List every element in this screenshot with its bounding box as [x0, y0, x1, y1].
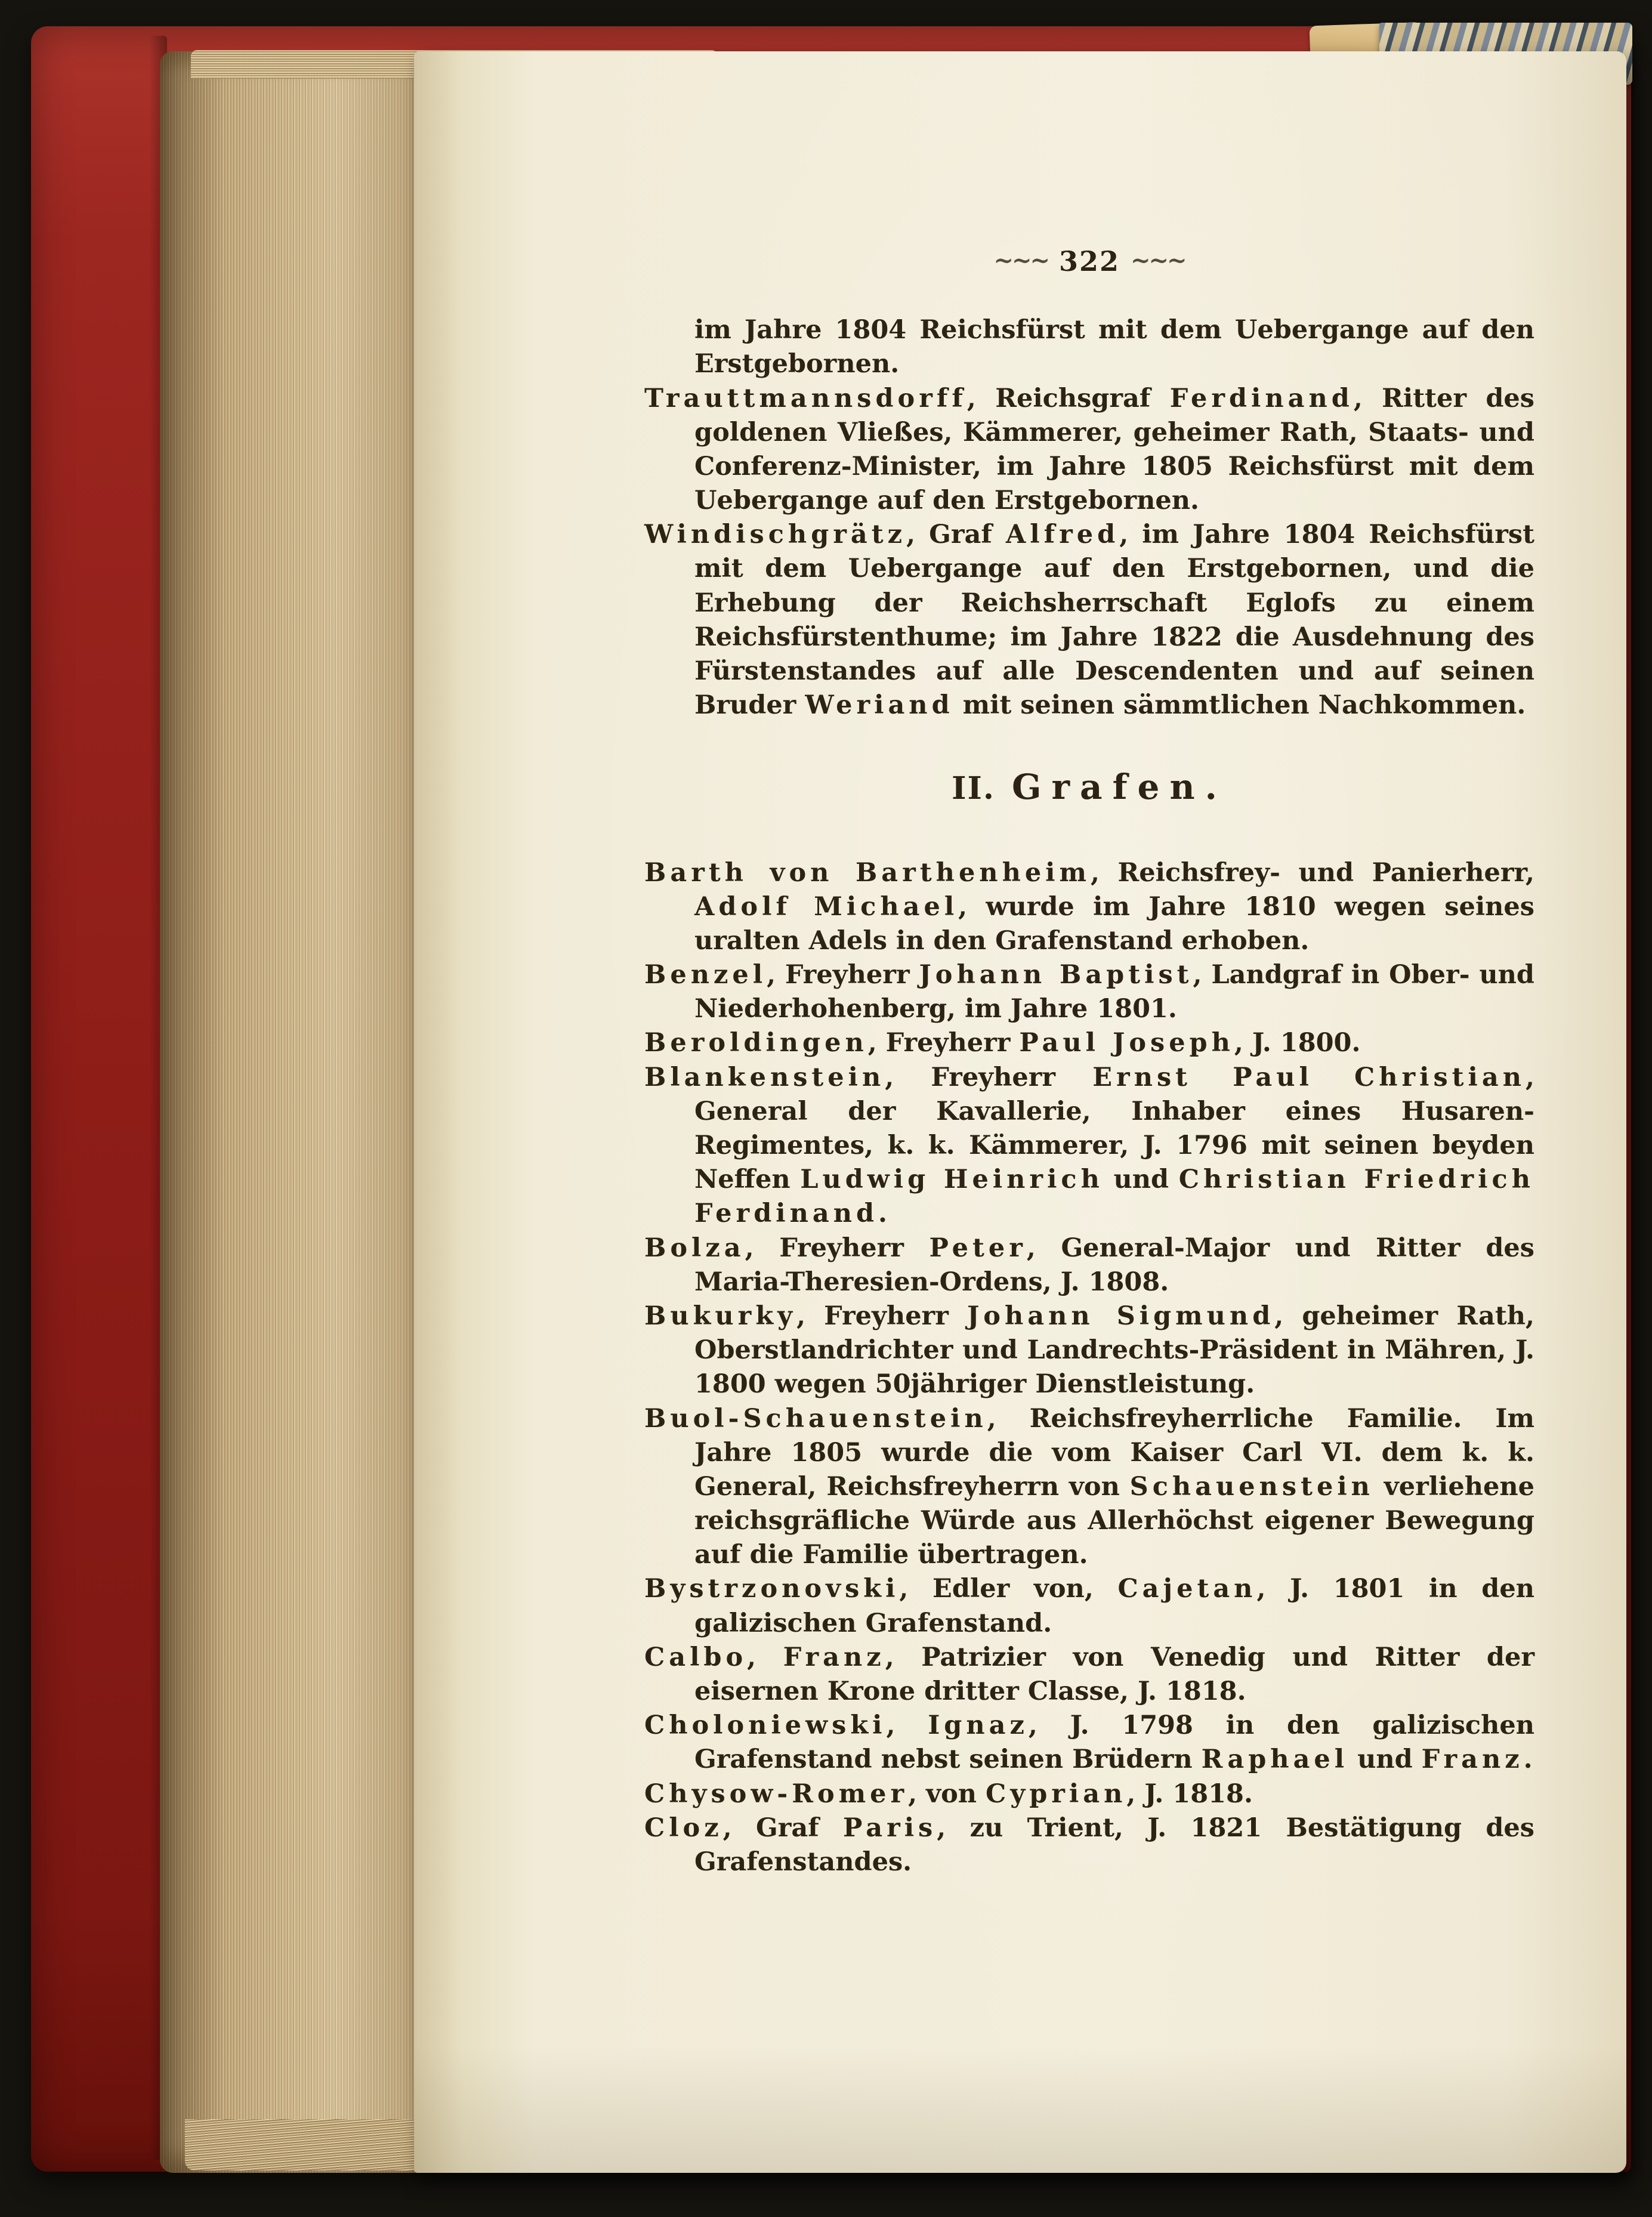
register-entry: [644, 1777, 1534, 1811]
entry-name: Buol-Schauenstein: [644, 1403, 987, 1434]
register-entry: [644, 1061, 1534, 1231]
section-heading: [644, 764, 1534, 810]
entry-name: Paris: [843, 1812, 937, 1843]
entry-text: , Graf: [906, 520, 1006, 550]
entry-text: , Landgraf in Ober- und Niederhohenberg, im Jahre 1801.: [694, 960, 1534, 1024]
entry-text: , Patrizier von Venedig und Ritter der eisernen Krone dritter Classe, J. 1818.: [694, 1642, 1534, 1707]
register-entry: [644, 1402, 1534, 1573]
register-entry: [644, 382, 1534, 518]
entry-name: Calbo: [644, 1642, 748, 1672]
entry-text: verliehene reichsgräfliche Würde aus Allerhöchst eigener Bewegung auf die Familie übertragen.: [694, 1471, 1534, 1570]
continuation-paragraph: im Jahre 1804 Reichsfürst mit dem Uebergange auf den Erstgebornen.: [694, 315, 1534, 379]
entry-text: und: [1348, 1744, 1422, 1775]
entry-text: , Reichsfreyherrliche Familie. Im Jahre 1805 wurde die vom Kaiser Carl VI. dem k. k. General, Reichsfreyherrn von: [694, 1403, 1534, 1502]
entry-text: , General der Kavallerie, Inhaber eines Husaren-Regimentes, k. k. Kämmerer, J. 1796 mit seinen beyden Neffen: [694, 1062, 1534, 1195]
entry-text: , Freyherr: [796, 1301, 967, 1331]
register-entry: [644, 856, 1534, 959]
entry-name: Adolf Michael: [694, 891, 959, 922]
entry-text: , Graf: [722, 1812, 844, 1843]
entry-text: , General-Major und Ritter des Maria-Theresien-Ordens, J. 1808.: [694, 1233, 1534, 1297]
entry-name: Windischgrätz: [644, 520, 907, 550]
entry-text: , J. 1800.: [1234, 1028, 1361, 1058]
grafen-entries-list: [644, 856, 1534, 1880]
ornament-left: ~~~: [993, 246, 1048, 274]
entry-text: , Edler von,: [899, 1574, 1118, 1604]
entry-name: Choloniewski: [644, 1710, 887, 1741]
entry-name: Cloz: [644, 1812, 723, 1843]
register-entry: [644, 1026, 1534, 1060]
entry-text: , Freyherr: [885, 1062, 1093, 1092]
entry-text: , zu Trient, J. 1821 Bestätigung des Grafenstandes.: [694, 1812, 1534, 1877]
entry-name: Bolza: [644, 1233, 745, 1263]
fuersten-entries-list: [644, 382, 1534, 723]
entry-name: Weriand: [805, 690, 954, 721]
book-page: [414, 51, 1626, 2173]
entry-text: , geheimer Rath, Oberstlandrichter und Landrechts-Präsident in Mähren, J. 1800 wegen 50jähriger Dienstleistung.: [694, 1301, 1534, 1400]
entry-name: Raphael: [1201, 1744, 1349, 1775]
entry-text: , im Jahre 1804 Reichsfürst mit dem Uebergange auf den Erstgebornen, und die Erhebung der Reichsherrschaft Eglofs zu einem Reichsfürstenthume; im Jahre 1822 die Ausdehnung des Fürstenstandes auf alle Descendenten und auf seinen Bruder: [694, 520, 1534, 721]
entry-text: und: [1103, 1165, 1179, 1195]
entry-text: , Reichsgraf: [967, 383, 1170, 413]
entry-text: , Freyherr: [767, 960, 919, 990]
entry-name: Blankenstein: [644, 1062, 885, 1092]
entry-text: , von: [908, 1778, 986, 1809]
entry-name: Schauenstein: [1129, 1471, 1374, 1502]
register-entry: [644, 1641, 1534, 1709]
entry-text: mit seinen sämmtlichen Nachkommen.: [953, 690, 1526, 721]
entry-name: Paul Joseph: [1019, 1028, 1234, 1058]
entry-text: , Ritter des goldenen Vließes, Kämmerer, geheimer Rath, Staats- und Conferenz-Minister, im Jahre 1805 Reichsfürst mit dem Uebergange auf den Erstgebornen.: [694, 383, 1534, 516]
entry-text: , J. 1798 in den galizischen Grafenstand nebst seinen Brüdern: [694, 1710, 1534, 1775]
entry-text: , Freyherr: [867, 1028, 1020, 1058]
entry-text: .: [1523, 1744, 1533, 1775]
entry-name: Ludwig Heinrich: [800, 1165, 1104, 1195]
register-entry: [644, 1572, 1534, 1640]
entry-name: Peter: [929, 1233, 1027, 1263]
entry-name: Cyprian: [986, 1778, 1127, 1809]
heading-numeral: II.: [952, 770, 995, 807]
entry-text: .: [878, 1199, 888, 1229]
register-entry: [644, 1299, 1534, 1402]
entry-name: Trauttmannsdorff: [644, 383, 967, 413]
register-entry: [644, 958, 1534, 1026]
heading-title: Grafen.: [1011, 767, 1227, 808]
register-entry: [644, 518, 1534, 722]
entry-text: , J. 1801 in den galizischen Grafenstand.: [694, 1574, 1534, 1638]
entry-text: , J. 1818.: [1126, 1778, 1253, 1809]
entry-text: , Freyherr: [745, 1233, 930, 1263]
entry-name: Cajetan: [1117, 1574, 1257, 1604]
entry-name: Benzel: [644, 960, 767, 990]
entry-name: Chysow-Romer: [644, 1778, 909, 1809]
entry-name: Ferdinand: [1169, 383, 1354, 413]
entry-name: Bukurky: [644, 1301, 797, 1331]
entry-name: Ernst Paul Christian: [1092, 1062, 1526, 1092]
entry-text: ,: [886, 1710, 928, 1741]
entry-name: Johann Sigmund: [967, 1301, 1275, 1331]
page-header: [644, 243, 1534, 280]
text-block: [644, 243, 1534, 1879]
entry-name: Christian Friedrich Ferdinand: [694, 1165, 1534, 1229]
ornament-right: ~~~: [1131, 246, 1185, 274]
register-entry: [644, 1709, 1534, 1777]
entry-text: ,: [747, 1642, 783, 1672]
entry-name: Franz: [783, 1642, 885, 1672]
entry-name: Beroldingen: [644, 1028, 868, 1058]
entry-text: , Reichsfrey- und Panierherr,: [1091, 857, 1535, 888]
entry-name: Johann Baptist: [919, 960, 1193, 990]
entry-name: Bystrzonovski: [644, 1574, 900, 1604]
entry-name: Franz: [1421, 1744, 1524, 1775]
entry-name: Alfred: [1005, 520, 1120, 550]
entry-name: Barth von Barthenheim: [644, 857, 1091, 888]
entry-name: Ignaz: [928, 1710, 1029, 1741]
entry-text: , wurde im Jahre 1810 wegen seines uralten Adels in den Grafenstand erhoben.: [694, 891, 1534, 956]
register-entry: [644, 1811, 1534, 1879]
register-entry: [644, 1231, 1534, 1299]
page-number: 322: [1058, 245, 1120, 277]
